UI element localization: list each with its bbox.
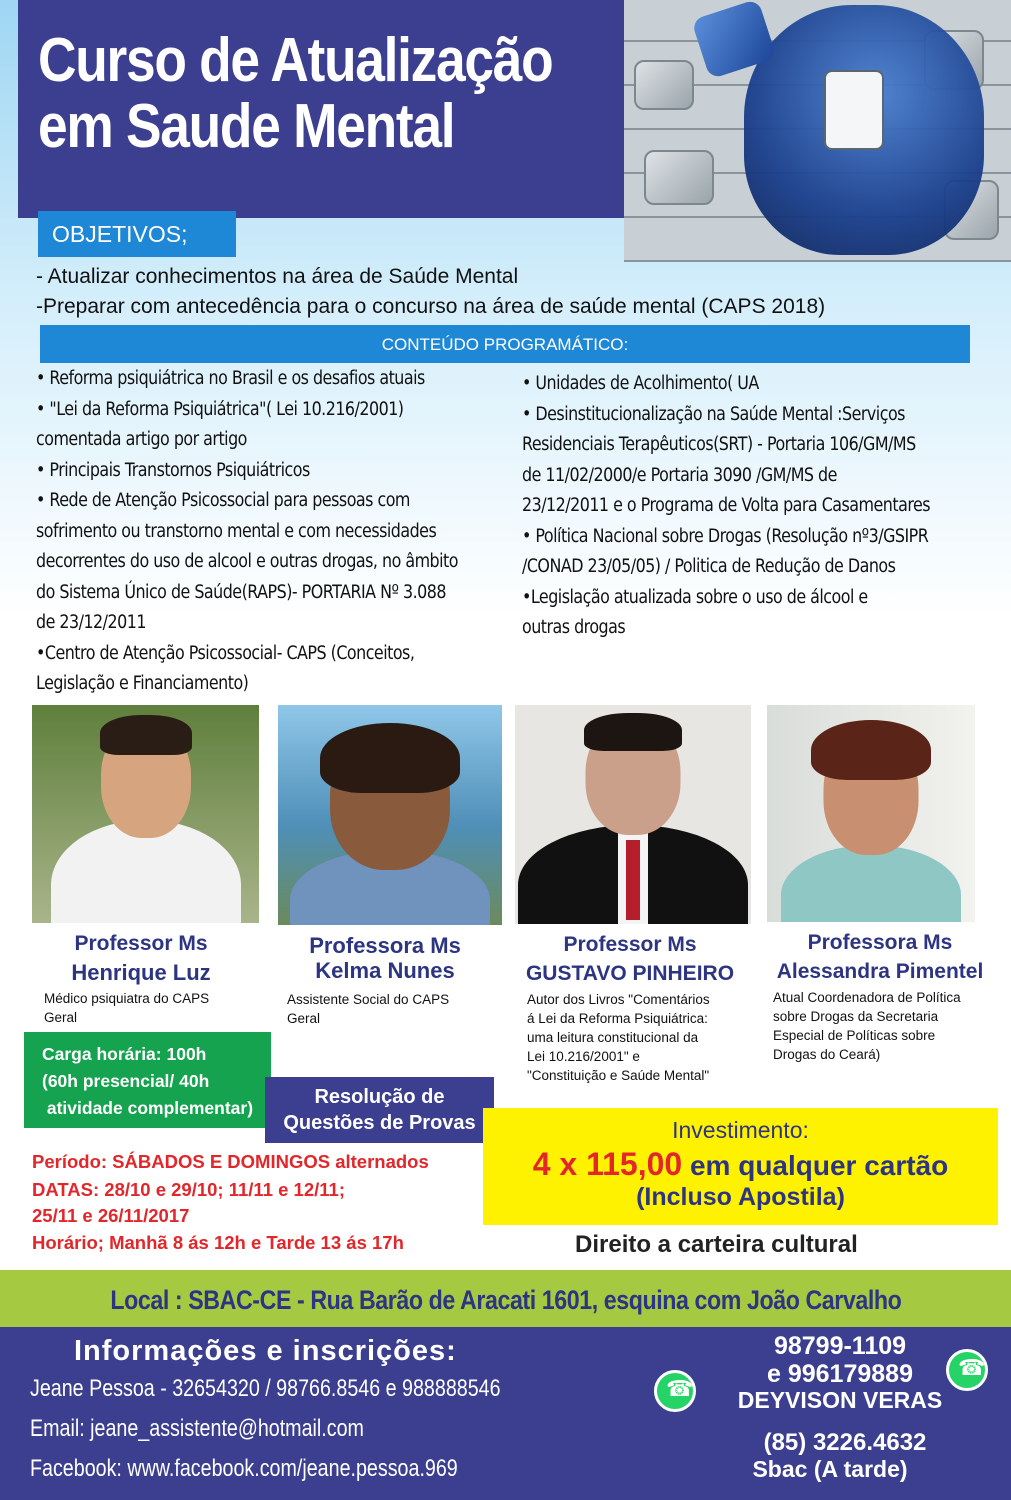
contact-name: DEYVISON VERAS — [737, 1387, 943, 1413]
puzzle-hole-icon — [824, 70, 884, 150]
desc-line: Autor dos Livros "Comentários — [527, 992, 710, 1007]
phone-3-note: Sbac (A tarde) — [752, 1456, 908, 1482]
conteudo-line: • Reforma psiquiátrica no Brasil e os desafios atuais — [36, 368, 425, 389]
professor-desc-henrique — [44, 989, 209, 1027]
conteudo-line: • Rede de Atenção Psicossocial para pessoas com — [36, 490, 410, 511]
info-heading: Informações e inscrições: — [74, 1335, 457, 1367]
conteudo-line: • Política Nacional sobre Drogas (Resolução nº3/GSIPR — [522, 525, 929, 547]
carteira-cultural: Direito a carteira cultural — [575, 1231, 858, 1258]
resolucao-line: Resolução de — [314, 1086, 445, 1108]
desc-line: Drogas do Ceará) — [773, 1047, 881, 1062]
carga-line: (60h presencial/ 40h — [42, 1071, 210, 1091]
conteudo-line: outras drogas — [522, 617, 626, 638]
conteudo-line: •Legislação atualizada sobre o uso de álcool e — [522, 586, 868, 608]
schedule-line: Horário; Manhã 8 ás 12h e Tarde 13 ás 17h — [32, 1232, 404, 1253]
professor-name: Alessandra Pimentel — [776, 960, 984, 983]
investimento-box — [483, 1108, 998, 1225]
conteudo-line: sofrimento ou transtorno mental e com necessidades — [36, 520, 437, 542]
conteudo-line: • Desinstitucionalização na Saúde Mental :Serviços — [522, 403, 905, 425]
desc-line: Geral — [287, 1011, 321, 1026]
conteudo-left-column — [36, 364, 526, 700]
professor-name-henrique — [26, 929, 256, 987]
objetivo-line: -Preparar com antecedência para o concurso na área de saúde mental (CAPS 2018) — [36, 295, 826, 318]
conteudo-line: •Centro de Atenção Psicossocial- CAPS (Conceitos, — [36, 642, 415, 664]
carga-line: Carga horária: 100h — [42, 1044, 207, 1064]
title-line-2: em Saude Mental — [38, 92, 455, 161]
conteudo-line: Residenciais Terapêuticos(SRT) - Portaria 106/GM/MS — [522, 434, 916, 455]
desc-line: sobre Drogas da Secretaria — [773, 1009, 939, 1024]
conteudo-line: /CONAD 23/05/05) / Politica de Redução de Danos — [522, 556, 896, 577]
title-line-1: Curso de Atualização — [38, 26, 553, 95]
conteudo-line: comentada artigo por artigo — [36, 429, 247, 450]
local-text: Local : SBAC-CE - Rua Barão de Aracati 1601, esquina com João Carvalho — [109, 1285, 902, 1315]
desc-line: Especial de Políticas sobre — [773, 1028, 936, 1043]
contact-line: Jeane Pessoa - 32654320 / 98766.8546 e 988888546 — [30, 1375, 501, 1402]
professor-name-kelma — [270, 933, 500, 983]
schedule-line: 25/11 e 26/11/2017 — [32, 1205, 190, 1226]
resolucao-line: Questões de Provas — [283, 1112, 476, 1134]
desc-line: Lei 10.216/2001" e — [527, 1049, 640, 1064]
investimento-price: 4 x 115,00 — [532, 1146, 683, 1182]
desc-line: á Lei da Reforma Psiquiátrica: — [527, 1011, 708, 1026]
schedule-line: Período: SÁBADOS E DOMINGOS alternados — [32, 1151, 429, 1172]
professor-name: Kelma Nunes — [315, 958, 455, 983]
phone-3: (85) 3226.4632 — [763, 1429, 927, 1456]
desc-line: Geral — [44, 1010, 78, 1025]
professor-title: Professor Ms — [563, 933, 697, 956]
conteudo-line: • Principais Transtornos Psiquiátricos — [36, 459, 310, 481]
desc-line: Atual Coordenadora de Política — [773, 990, 961, 1005]
local-bar — [0, 1270, 1011, 1327]
email-line[interactable]: Email: jeane_assistente@hotmail.com — [30, 1415, 364, 1442]
conteudo-line: • Unidades de Acolhimento( UA — [522, 373, 759, 394]
professor-photo-gustavo — [515, 705, 751, 924]
desc-line: Médico psiquiatra do CAPS — [44, 991, 210, 1006]
conteudo-line: 23/12/2011 e o Programa de Volta para Casamentares — [522, 495, 931, 516]
professor-desc-kelma — [287, 990, 449, 1028]
desc-line: Assistente Social do CAPS — [287, 992, 450, 1007]
professor-title: Professor Ms — [74, 932, 208, 955]
professor-photo-kelma — [278, 705, 502, 925]
desc-line: uma leitura constitucional da — [527, 1030, 699, 1045]
professor-title: Professora Ms — [807, 931, 953, 954]
phone-1: 98799-1109 — [773, 1332, 907, 1360]
professor-name: Henrique Luz — [71, 960, 211, 985]
whatsapp-icon — [654, 1370, 696, 1412]
professor-desc-alessandra — [773, 988, 961, 1064]
whatsapp-icon — [946, 1349, 988, 1391]
carga-line: atividade complementar) — [42, 1098, 254, 1118]
facebook-line[interactable]: Facebook: www.facebook.com/jeane.pessoa.969 — [30, 1455, 458, 1482]
investimento-note: (Incluso Apostila) — [636, 1183, 845, 1211]
professor-name: GUSTAVO PINHEIRO — [525, 962, 735, 985]
professor-name-gustavo — [515, 930, 745, 988]
conteudo-line: decorrentes do uso de alcool e outras drogas, no âmbito — [36, 551, 458, 572]
phone-2: e 996179889 — [767, 1360, 913, 1388]
professor-name-alessandra — [770, 928, 990, 986]
conteudo-line: do Sistema Único de Saúde(RAPS)- PORTARIA Nº 3.088 — [36, 581, 446, 603]
desc-line: "Constituição e Saúde Mental" — [527, 1068, 710, 1083]
investimento-price-line — [483, 1146, 998, 1183]
info-panel — [0, 1327, 1011, 1500]
conteudo-line: • "Lei da Reforma Psiquiátrica"( Lei 10.216/2001) — [36, 398, 404, 420]
professor-photo-alessandra — [767, 705, 975, 922]
resolucao-box — [265, 1077, 494, 1143]
conteudo-right-column — [522, 369, 1004, 644]
investimento-label: Investimento: — [672, 1117, 809, 1143]
schedule-line: DATAS: 28/10 e 29/10; 11/11 e 12/11; — [32, 1179, 345, 1200]
professor-photo-henrique — [32, 705, 259, 923]
objetivos-heading: OBJETIVOS; — [38, 211, 236, 257]
page-title — [38, 28, 692, 160]
conteudo-line: Legislação e Financiamento) — [36, 673, 249, 694]
carga-horaria-box — [24, 1032, 271, 1128]
puzzle-head-image — [624, 0, 1011, 262]
professor-title: Professora Ms — [309, 933, 461, 958]
conteudo-line: de 23/12/2011 — [36, 612, 146, 633]
professor-desc-gustavo — [527, 990, 710, 1085]
conteudo-heading: CONTEÚDO PROGRAMÁTICO: — [40, 325, 970, 363]
investimento-suffix: em qualquer cartão — [682, 1150, 949, 1181]
objetivo-line: - Atualizar conhecimentos na área de Saúde Mental — [36, 265, 519, 288]
conteudo-line: de 11/02/2000/e Portaria 3090 /GM/MS de — [522, 464, 837, 486]
